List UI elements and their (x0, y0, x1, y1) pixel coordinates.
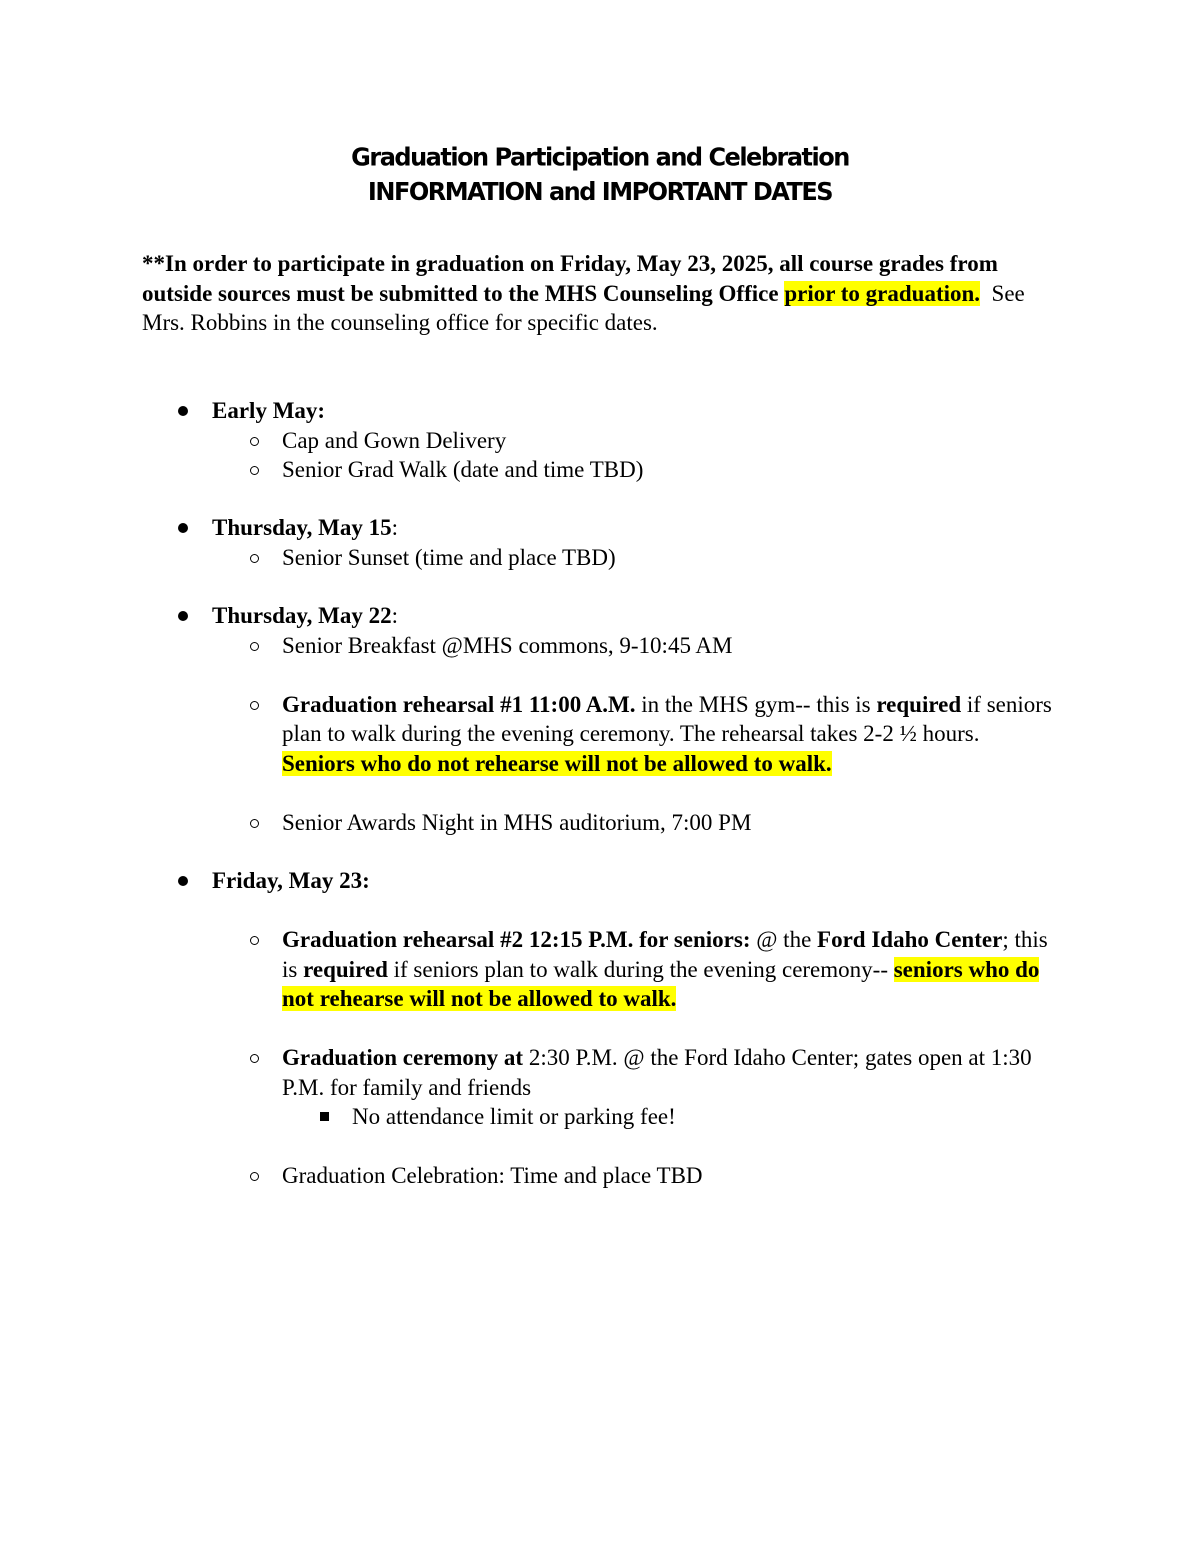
rehearsal1-text2: if seniors plan to walk during the evening ceremony. The rehearsal takes 2-2 ½ hours. (282, 691, 1052, 746)
hollow-bullet-icon (250, 466, 259, 475)
filled-bullet-icon (178, 876, 188, 886)
ceremony-text: 2:30 P.M. @ the Ford Idaho Center; gates open at 1:30 P.M. for family and friends (282, 1045, 1032, 1100)
list-item (142, 1161, 1062, 1191)
may22-colon: : (391, 603, 398, 628)
document-title (0, 140, 1200, 209)
rehearsal1-highlight: Seniors who do not rehearse will not be allowed to walk. (282, 750, 832, 776)
section-may-23 (142, 866, 1062, 1191)
list-item (142, 543, 1062, 573)
hollow-bullet-icon (250, 554, 259, 563)
may15-heading: Thursday, May 15 (212, 515, 392, 540)
celebration-item: Graduation Celebration: Time and place TBD (282, 1163, 703, 1188)
filled-bullet-icon (178, 523, 188, 533)
hollow-bullet-icon (250, 642, 259, 651)
may22-heading: Thursday, May 22 (212, 603, 392, 628)
list-item (142, 808, 1062, 838)
rehearsal1-text1: in the MHS gym-- this is (635, 691, 877, 717)
list-item (142, 455, 1062, 485)
filled-bullet-icon (178, 611, 188, 621)
intro-paragraph (142, 249, 1042, 338)
list-item (142, 631, 1062, 661)
rehearsal2-place: Ford Idaho Center (817, 927, 1003, 952)
rehearsal2-highlight: seniors who do not rehearse will not be allowed to walk. (282, 956, 1040, 1011)
hollow-bullet-icon (250, 701, 259, 710)
hollow-bullet-icon (250, 1054, 259, 1063)
list-item (142, 690, 1062, 779)
intro-bold-text: **In order to participate in graduation on Friday, May 23, 2025, all course grades from outside sources must be submitted to the MHS Counseling Office (142, 251, 998, 306)
senior-sunset-item: Senior Sunset (time and place TBD) (282, 544, 616, 570)
ceremony-bold: Graduation ceremony at (282, 1045, 524, 1070)
hollow-bullet-icon (250, 1172, 259, 1181)
grad-walk-item: Senior Grad Walk (date and time TBD) (282, 457, 644, 482)
title-line-1: Graduation Participation and Celebration (351, 142, 849, 172)
rehearsal1-required: required (876, 691, 962, 717)
list-item-early-may (142, 396, 1062, 426)
intro-plain-text: See Mrs. Robbins in the counseling office for specific dates. (142, 280, 1025, 335)
hollow-bullet-icon (250, 936, 259, 945)
rehearsal1-bold: Graduation rehearsal #1 11:00 A.M. (282, 691, 636, 717)
filled-bullet-icon (178, 406, 188, 416)
list-item-may-15 (142, 513, 1062, 543)
may23-heading: Friday, May 23: (212, 868, 370, 893)
intro-highlight-text: prior to graduation. (784, 280, 981, 306)
section-may-22 (142, 601, 1062, 837)
section-early-may (142, 396, 1062, 485)
rehearsal2-required: required (303, 956, 388, 982)
rehearsal2-text3: if seniors plan to walk during the evening ceremony-- (387, 956, 888, 982)
title-line-2: INFORMATION and IMPORTANT DATES (367, 177, 833, 207)
breakfast-item: Senior Breakfast @MHS commons, 9-10:45 AM (282, 632, 733, 658)
may15-colon: : (391, 515, 398, 540)
cap-gown-item: Cap and Gown Delivery (282, 427, 507, 453)
hollow-bullet-icon (250, 437, 259, 446)
list-item-may-23 (142, 866, 1062, 896)
no-limit-item: No attendance limit or parking fee! (352, 1104, 676, 1129)
square-bullet-icon (320, 1112, 329, 1121)
list-item-may-22 (142, 601, 1062, 631)
list-item (142, 426, 1062, 456)
section-may-15 (142, 513, 1062, 572)
hollow-bullet-icon (250, 819, 259, 828)
list-item (142, 1102, 1062, 1132)
rehearsal2-text1: @ the (750, 927, 818, 952)
list-item (142, 925, 1062, 1014)
awards-item: Senior Awards Night in MHS auditorium, 7:00 PM (282, 809, 752, 835)
early-may-heading: Early May: (212, 398, 326, 423)
rehearsal2-bold: Graduation rehearsal #2 12:15 P.M. for seniors: (282, 927, 751, 952)
list-item (142, 1043, 1062, 1102)
rehearsal2-text2: ; this is (282, 927, 1048, 982)
